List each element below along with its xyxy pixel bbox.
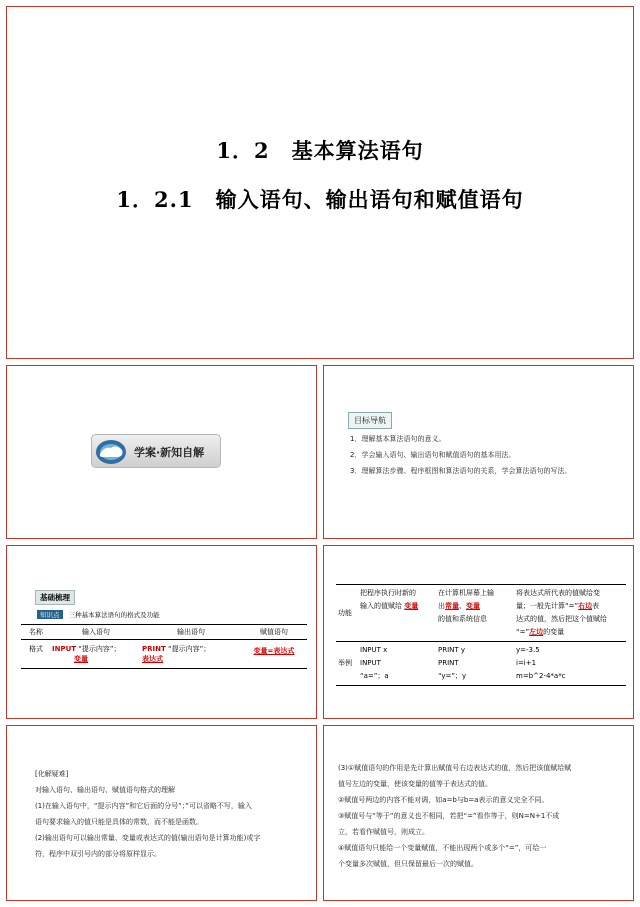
print-format: PRINT “提示内容”； 表达式	[141, 640, 241, 669]
example-label: 举例	[338, 659, 352, 667]
notes-header: [化解疑难]	[35, 770, 69, 778]
section-badge	[91, 434, 221, 468]
note-line: 值号左边的变量，使该变量的值等于表达式的值。	[338, 780, 492, 788]
goal-item: 1．理解基本算法语句的意义。	[350, 435, 446, 443]
note-line: 对输入语句、输出语句、赋值语句格式的理解	[35, 786, 175, 794]
function-slide	[323, 545, 634, 719]
note-line: ④赋值语句只能给一个变量赋值，不能出现两个或多个“=”，可给一	[338, 844, 547, 852]
notes-continued-slide	[323, 725, 634, 901]
note-line: (2)输出语句可以输出常量、变量或表达式的值(输出语句是计算功能)或字	[35, 834, 261, 842]
table-header: 赋值语句	[241, 625, 307, 640]
knowledge-point	[37, 610, 160, 619]
note-line: 个变量多次赋值，但只保留最后一次的赋值。	[338, 860, 478, 868]
knowledge-tag: 知识点	[37, 610, 63, 619]
section-slide	[6, 365, 317, 539]
notes-slide	[6, 725, 317, 901]
row-label: 格式	[21, 640, 51, 669]
basics-header: 基础梳理	[35, 590, 75, 605]
format-table	[21, 624, 307, 669]
note-line: 语句要求输入的值只能是具体的常数，而不能是函数。	[35, 818, 203, 826]
lesson-subtitle: 1．2.1 输入语句、输出语句和赋值语句	[116, 187, 524, 212]
notes-continued-block	[338, 760, 571, 872]
basics-slide	[6, 545, 317, 719]
notes-block	[35, 766, 260, 862]
goals-tag: 目标导航	[348, 412, 392, 429]
goal-item: 2．学会输入语句、输出语句和赋值语句的基本用法。	[350, 451, 516, 459]
note-line: 立，若看作赋值号，则成立。	[338, 828, 429, 836]
input-format: INPUT “提示内容”； 变量	[51, 640, 141, 669]
table-header: 名称	[21, 625, 51, 640]
input-example: INPUT x INPUT “a=”；a	[360, 646, 389, 680]
function-table	[336, 584, 626, 686]
output-example: PRINT y PRINT “y=”；y	[438, 646, 467, 680]
note-line: 符，程序中双引号内的部分将原样显示。	[35, 850, 161, 858]
title-slide	[6, 6, 634, 359]
input-function: 把程序执行时新的 输入的值赋给 变量	[360, 589, 419, 610]
section-badge-label: 学案·新知自解	[134, 446, 205, 459]
table-header: 输入语句	[51, 625, 141, 640]
assign-function: 将表达式所代表的值赋给变 量；一般先计算“=”右边表 达式的值，然后把这个值赋给 “=”左边的变量	[516, 589, 607, 636]
note-line: ②赋值号两边的内容不能对调，如a=b与b=a表示的意义完全不同。	[338, 796, 549, 804]
note-line: ③赋值号与“等于”的意义也不相同，若把“=”看作等于，则N=N+1不成	[338, 812, 560, 820]
note-line: (3)①赋值语句的作用是先计算出赋值号右边表达式的值，然后把该值赋给赋	[338, 764, 572, 772]
assign-example: y=-3.5 i=i+1 m=b^2-4*a*c	[516, 646, 566, 680]
knowledge-subtitle: 三种基本算法语句的格式及功能	[68, 611, 160, 619]
note-line: (1)在输入语句中，“提示内容”和它后面的分号“；”可以省略不写，输入	[35, 802, 252, 810]
lesson-title: 1．2 基本算法语句	[216, 138, 424, 163]
cloud-icon	[94, 436, 128, 466]
assign-format: 变量=表达式	[241, 640, 307, 669]
table-header: 输出语句	[141, 625, 241, 640]
goal-item: 3．理解算法步骤、程序框图和算法语句的关系，学会算法语句的写法。	[350, 467, 572, 475]
output-function: 在计算机屏幕上输 出常量、变量 的值和系统信息	[438, 589, 494, 623]
func-label: 功能	[338, 608, 352, 617]
goals-slide	[323, 365, 634, 539]
